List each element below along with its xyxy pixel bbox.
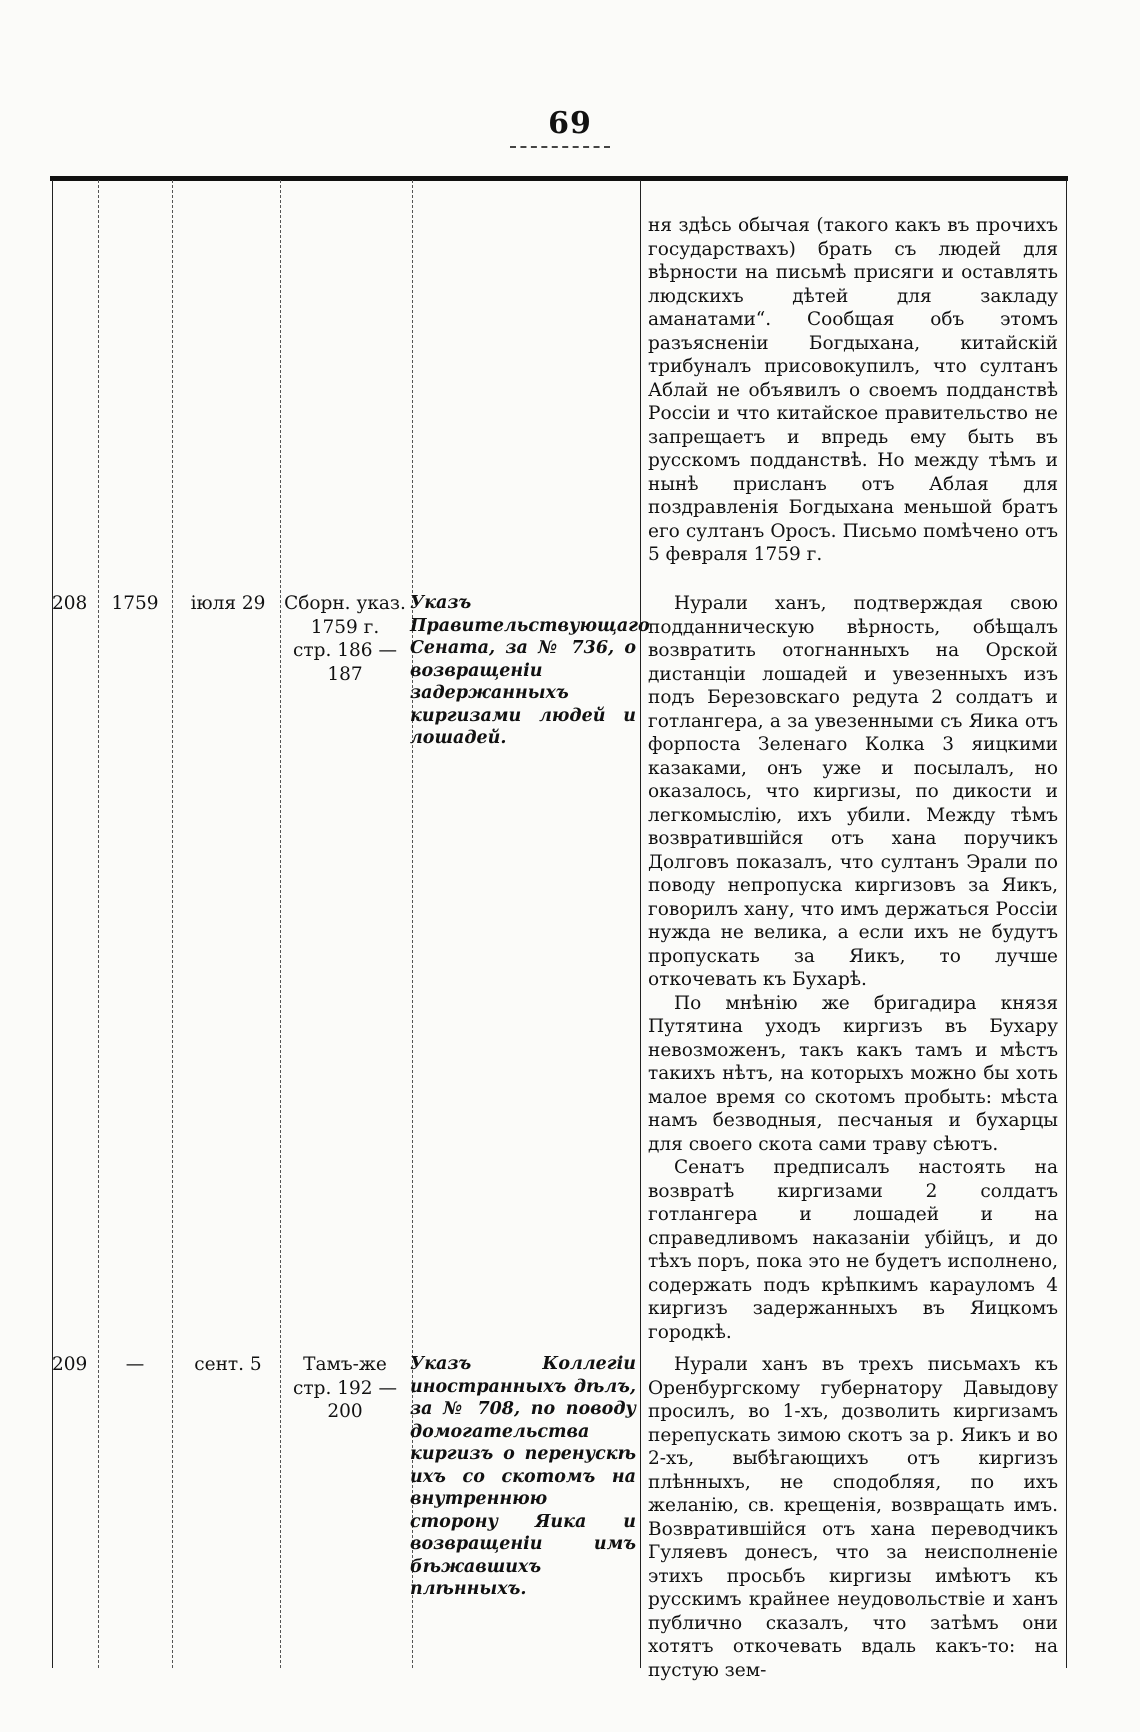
continuation-text: ня здѣсь обычая (такого какъ въ прочихъ государствахъ) брать съ людей для вѣрности на письмѣ присяги и оставлять людскихъ дѣтей для закладу аманатами“. Сообщая объ этомъ разъясненіи Богдыхана, китайскій трибуналъ присовокупилъ, что султанъ Аблай не объявилъ о своемъ подданствѣ Россіи и что китайское правительство не запрещаетъ и впредь ему быть въ русскомъ подданствѣ. Но между тѣмъ и нынѣ присланъ отъ Аблая для поздравленія Богдыхана меньшой братъ его султанъ Оросъ. Письмо помѣчено отъ 5 февраля 1759 г. — [648, 215, 1058, 565]
entry-208-summary-p2: По мнѣнію же бригадира князя Путятина уходъ киргизъ въ Бухару невозможенъ, такъ какъ тамъ и мѣстъ такихъ нѣтъ, на которыхъ можно бы хоть малое время со скотомъ пробыть: мѣста намъ безводныя, песчаныя и бухарцы для своего скота сами траву сѣютъ. — [648, 992, 1058, 1155]
entry-208-title — [410, 592, 650, 750]
page-number-underline — [510, 146, 610, 148]
column-rule-title — [640, 180, 641, 1668]
entry-208-source-line2: 1759 г. — [310, 616, 380, 638]
entry-209-title — [410, 1353, 636, 1601]
entry-209-title-text: Указъ Коллегіи иностранныхъ дѣлъ, за № 708, по поводу домогательства киргизъ о перенускѣ ихъ со скотомъ на внутреннюю сторону Яика и возвращеніи имъ бѣжавшихъ плѣнныхъ. — [410, 1354, 636, 1599]
table-top-rule — [50, 176, 1068, 181]
column-rule-date — [280, 180, 281, 1668]
column-rule-left — [52, 180, 53, 1668]
entry-208-title-text: Указъ Правительствующаго Сената, за № 736, о возвращеніи задержанныхъ киргизами людей и лошадей. — [410, 593, 650, 748]
entry-209-number: 209 — [52, 1354, 88, 1375]
column-rule-year — [172, 180, 173, 1668]
entry-209-summary — [648, 1353, 1058, 1682]
column-rule-right — [1066, 180, 1067, 1668]
continuation-summary — [648, 214, 1058, 567]
entry-209-date: сент. 5 — [194, 1354, 262, 1375]
entry-209-source — [280, 1353, 410, 1424]
entry-209-year: — — [125, 1354, 145, 1375]
entry-208-source — [280, 592, 410, 686]
column-rule-num — [98, 180, 99, 1668]
page-number: 69 — [548, 106, 592, 141]
entry-209-summary-p1: Нурали ханъ въ трехъ письмахъ къ Оренбургскому губернатору Давыдову просилъ, во 1-хъ, дозволить киргизамъ перепускать зимою скотъ за р. Яикъ и во 2-хъ, выбѣгающихъ отъ киргизъ плѣнныхъ, не сподобляя, по ихъ желанію, св. крещенія, возвращать имъ. Возвратившійся отъ хана переводчикъ Гуляевъ донесъ, что за неисполненіе этихъ просьбъ киргизы имѣютъ къ русскимъ крайнее неудовольствіе и ханъ публично сказалъ, что затѣмъ они хотятъ откочевать вдаль какъ-то: на пустую зем- — [648, 1354, 1058, 1681]
entry-208-summary-p1: Нурали ханъ, подтверждая свою подданническую вѣрность, обѣщалъ возвратить отогнанныхъ на Орской дистанціи лошадей и увезенныхъ изъ подъ Березовскаго редута 2 солдатъ и готлангера, а за увезенными съ Яика отъ форпоста Зеленаго Колка 3 яицкими казаками, онъ уже и посылалъ, но оказалось, что киргизы, по дикости и легкомыслію, ихъ убили. Между тѣмъ возвратившійся отъ хана поручикъ Долговъ показалъ, что султанъ Эрали по поводу непропуска киргизовъ за Яикъ, говорилъ хану, что имъ держаться Россіи нужда не велика, а если ихъ не будутъ пропускать за Яикъ, то лучше откочевать къ Бухарѣ. — [648, 593, 1058, 990]
entry-208-source-line3: стр. 186 —187 — [293, 640, 397, 685]
entry-208-summary — [648, 592, 1058, 1344]
entry-208-source-line1: Сборн. указ. — [284, 593, 406, 614]
entry-208-summary-p3: Сенатъ предписалъ настоять на возвратѣ киргизами 2 солдатъ готлангера и лошадей и на справедливомъ наказаніи убійцъ, и до тѣхъ поръ, пока это не будетъ исполнено, содержать подъ крѣпкимъ карауломъ 4 киргизъ задержанныхъ въ Яицкомъ городкѣ. — [648, 1157, 1058, 1343]
entry-209-source-line1: Тамъ-же — [303, 1354, 387, 1375]
entry-208-number: 208 — [52, 593, 88, 614]
entry-209-source-line2: стр. 192 —200 — [293, 1377, 397, 1422]
entry-208-year: 1759 — [111, 593, 159, 614]
entry-208-date: іюля 29 — [190, 593, 266, 614]
